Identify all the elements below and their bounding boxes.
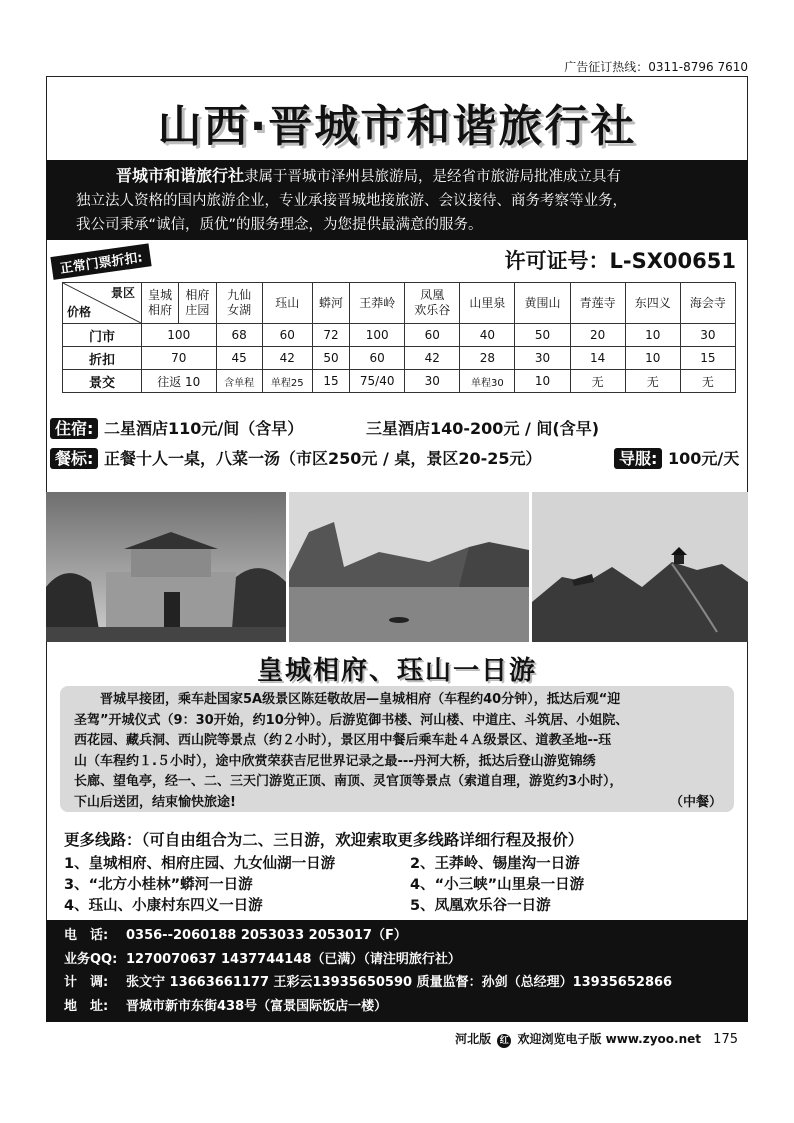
contact-key: 计 调: bbox=[64, 975, 109, 990]
itinerary-line: 晋城早接团，乘车赴国家5A级景区陈廷敬故居—皇城相府（车程约40分钟），抵达后观“迎 bbox=[100, 692, 621, 707]
table-cell: 42 bbox=[262, 347, 312, 370]
page-title: 山西·晋城市和谐旅行社 bbox=[157, 101, 637, 152]
table-cell: 10 bbox=[625, 347, 680, 370]
more-routes-heading: 更多线路：（可自由组合为二、三日游，欢迎索取更多线路详细行程及报价） bbox=[64, 831, 584, 849]
table-cell: 单程30 bbox=[460, 370, 515, 393]
contact-key: 电 话: bbox=[64, 928, 109, 943]
table-cell: 100 bbox=[350, 324, 405, 347]
table-cell: 10 bbox=[625, 324, 680, 347]
table-cell: 40 bbox=[460, 324, 515, 347]
table-cell: 14 bbox=[570, 347, 625, 370]
photo-castle bbox=[46, 492, 286, 642]
guide-fee: 100元/天 bbox=[667, 449, 740, 468]
agency-name: 晋城市和谐旅行社 bbox=[116, 166, 245, 185]
itinerary-last-text: 下山后送团，结束愉快旅途! bbox=[74, 794, 236, 810]
route-title: 皇城相府、珏山一日游 bbox=[256, 656, 537, 686]
meal-note: （中餐） bbox=[669, 794, 722, 810]
edition-label: 河北版 bbox=[455, 1032, 492, 1046]
table-cell: 无 bbox=[625, 370, 680, 393]
contact-value: 0356--2060188 2053033 2053017（F） bbox=[126, 928, 407, 943]
route-item: 5、凤凰欢乐谷一日游 bbox=[410, 898, 551, 914]
table-cell: 28 bbox=[460, 347, 515, 370]
intro-line-1 bbox=[76, 164, 718, 189]
table-cell: 10 bbox=[515, 370, 570, 393]
header-cell: 皇城 相府 bbox=[142, 283, 179, 324]
row-label: 门市 bbox=[63, 324, 142, 347]
table-cell: 45 bbox=[216, 347, 262, 370]
table-row bbox=[63, 347, 736, 370]
table-cell: 含单程 bbox=[216, 370, 262, 393]
contact-value: 张文宁 13663661177 王彩云13935650590 质量监督：孙剑（总经理）13935652866 bbox=[126, 975, 673, 990]
photo-mountain-temple bbox=[532, 492, 748, 642]
contact-phone bbox=[64, 924, 730, 948]
corner-cell bbox=[63, 283, 142, 324]
corner-bottom-label: 价格 bbox=[67, 305, 92, 319]
meal-tag: 餐标: bbox=[50, 448, 98, 469]
table-row bbox=[63, 370, 736, 393]
table-cell: 60 bbox=[350, 347, 405, 370]
contact-address bbox=[64, 995, 730, 1019]
table-cell: 70 bbox=[142, 347, 217, 370]
price-table-header bbox=[63, 283, 736, 324]
edition-badge-icon: 红 bbox=[497, 1034, 511, 1048]
itinerary-line: 西花园、藏兵洞、西山院等景点（约２小时），景区用中餐后乘车赴４Ａ级景区、道教圣地--珏 bbox=[74, 733, 612, 748]
intro-panel bbox=[46, 160, 748, 240]
header-cell: 山里泉 bbox=[460, 283, 515, 324]
route-item: 4、“小三峡”山里泉一日游 bbox=[410, 877, 585, 893]
header-cell: 相府 庄园 bbox=[179, 283, 216, 324]
table-cell: 20 bbox=[570, 324, 625, 347]
table-cell: 无 bbox=[570, 370, 625, 393]
header-cell: 珏山 bbox=[262, 283, 312, 324]
contact-qq bbox=[64, 948, 730, 972]
table-cell: 50 bbox=[515, 324, 570, 347]
ad-hotline: 广告征订热线：0311-8796 7610 bbox=[564, 60, 748, 74]
meal-line bbox=[50, 446, 542, 469]
contact-key: 地 址: bbox=[64, 998, 109, 1014]
lodging-line bbox=[50, 416, 303, 439]
header-cell: 九仙 女湖 bbox=[216, 283, 262, 324]
contact-key: 业务QQ: bbox=[64, 951, 118, 967]
route-item: 4、珏山、小康村东四义一日游 bbox=[64, 898, 263, 914]
ticket-discount-tag: 正常门票折扣: bbox=[50, 243, 151, 280]
contact-planner bbox=[64, 971, 730, 995]
header-cell: 东四义 bbox=[625, 283, 680, 324]
license-number: 许可证号：L-SX00651 bbox=[504, 249, 736, 273]
table-cell: 30 bbox=[680, 324, 735, 347]
table-cell: 60 bbox=[262, 324, 312, 347]
two-star-price: 二星酒店110元/间（含早） bbox=[103, 419, 304, 438]
itinerary-panel bbox=[60, 686, 734, 812]
contact-value: 晋城市新市东街438号（富景国际饭店一楼） bbox=[126, 998, 388, 1014]
table-cell: 100 bbox=[142, 324, 217, 347]
photo-strip bbox=[46, 492, 748, 642]
guide-tag: 导服: bbox=[614, 448, 662, 469]
route-item: 1、皇城相府、相府庄园、九女仙湖一日游 bbox=[64, 856, 336, 872]
route-item: 3、“北方小桂林”蟒河一日游 bbox=[64, 877, 253, 893]
table-cell: 单程25 bbox=[262, 370, 312, 393]
table-cell: 30 bbox=[515, 347, 570, 370]
corner-top-label: 景区 bbox=[110, 286, 135, 300]
itinerary-line: 长廊、望龟亭，经一、二、三天门游览正顶、南顶、灵官顶等景点（索道自理，游览约3小时）， bbox=[74, 774, 623, 789]
table-cell: 60 bbox=[405, 324, 460, 347]
table-row bbox=[63, 324, 736, 347]
meal-text: 正餐十人一桌，八菜一汤（市区250元 / 桌，景区20-25元） bbox=[103, 449, 542, 468]
table-cell: 50 bbox=[312, 347, 349, 370]
table-cell: 往返 10 bbox=[142, 370, 217, 393]
header-cell: 蟒河 bbox=[312, 283, 349, 324]
table-cell: 75/40 bbox=[350, 370, 405, 393]
table-cell: 15 bbox=[312, 370, 349, 393]
itinerary-line: 山（车程约１.５小时），途中欣赏荣获吉尼世界记录之最---丹河大桥，抵达后登山游览锦绣 bbox=[74, 753, 596, 769]
page-number: 175 bbox=[713, 1032, 738, 1047]
table-cell: 30 bbox=[405, 370, 460, 393]
price-table bbox=[62, 282, 736, 393]
intro-text-1: 隶属于晋城市泽州县旅游局，是经省市旅游局批准成立具有 bbox=[244, 169, 622, 185]
itinerary-line bbox=[74, 793, 722, 814]
header-cell: 海会寺 bbox=[680, 283, 735, 324]
contact-panel bbox=[46, 920, 748, 1022]
route-item: 2、王莽岭、锡崖沟一日游 bbox=[410, 856, 580, 872]
table-cell: 68 bbox=[216, 324, 262, 347]
table-cell: 无 bbox=[680, 370, 735, 393]
table-cell: 42 bbox=[405, 347, 460, 370]
table-cell: 72 bbox=[312, 324, 349, 347]
table-cell: 15 bbox=[680, 347, 735, 370]
three-star-price: 三星酒店140-200元 / 间(含早) bbox=[366, 419, 600, 438]
page-footer bbox=[455, 1030, 738, 1048]
header-cell: 黄围山 bbox=[515, 283, 570, 324]
intro-text-3: 我公司秉承“诚信，质优”的服务理念，为您提供最满意的服务。 bbox=[76, 217, 483, 233]
photo-lake bbox=[289, 492, 529, 642]
contact-value: 1270070637 1437744148（已满）（请注明旅行社） bbox=[126, 951, 461, 967]
header-cell: 王莽岭 bbox=[350, 283, 405, 324]
lodging-tag: 住宿: bbox=[50, 418, 98, 439]
header-cell: 凤凰 欢乐谷 bbox=[405, 283, 460, 324]
intro-text-2: 独立法人资格的国内旅游企业，专业承接晋城地接旅游、会议接待、商务考察等业务， bbox=[76, 193, 627, 209]
guide-line bbox=[614, 446, 739, 469]
row-label: 折扣 bbox=[63, 347, 142, 370]
website-link[interactable]: 欢迎浏览电子版 www.zyoo.net bbox=[517, 1032, 701, 1046]
itinerary-line: 圣驾”开城仪式（9：30开始，约10分钟）。后游览御书楼、河山楼、中道庄、斗筑居、小姐院、 bbox=[74, 712, 629, 728]
row-label: 景交 bbox=[63, 370, 142, 393]
header-cell: 青莲寺 bbox=[570, 283, 625, 324]
